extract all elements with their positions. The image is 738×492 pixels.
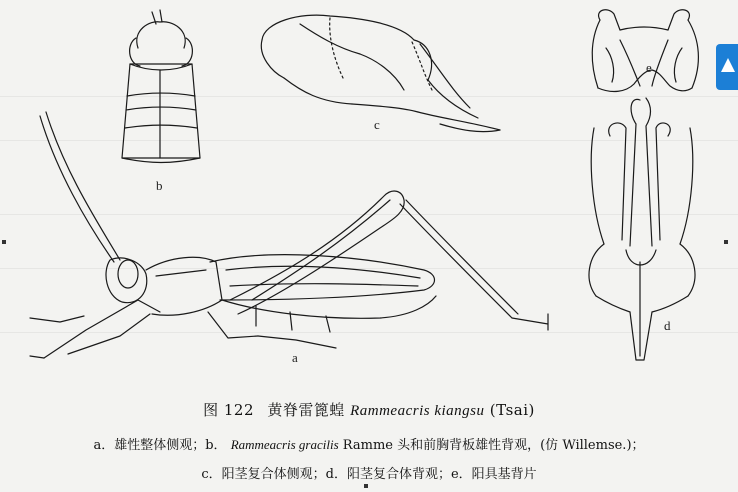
species-author: (Tsai) bbox=[489, 401, 535, 419]
page-mark bbox=[364, 484, 368, 488]
label-b: b bbox=[156, 178, 163, 193]
drawing-c-phallic-lateral bbox=[261, 15, 500, 131]
label-c: c bbox=[374, 117, 380, 132]
bookmark-tab-icon[interactable] bbox=[716, 44, 738, 90]
species-chinese-name: 黄脊雷篦蝗 bbox=[267, 401, 345, 419]
page-mark bbox=[724, 240, 728, 244]
figure-title bbox=[0, 399, 738, 420]
caption-line-2: c．阳茎复合体侧观；d．阳茎复合体背观；e．阳具基背片 bbox=[201, 467, 537, 482]
label-a: a bbox=[292, 350, 298, 365]
drawing-e-epiphallus bbox=[592, 10, 698, 92]
caption-rest: Ramme 头和前胸背板雄性背观，(仿 Willemse.)； bbox=[342, 438, 645, 453]
caption-line-1 bbox=[0, 434, 738, 453]
caption-latin: Rammeacris gracilis bbox=[230, 437, 339, 452]
species-latin-name: Rammeacris kiangsu bbox=[350, 403, 485, 419]
caption-part-a: a．雄性整体侧观；b． bbox=[93, 438, 227, 453]
drawing-a-grasshopper-lateral bbox=[30, 112, 548, 358]
figure-number: 图 122 bbox=[203, 401, 255, 419]
page-mark bbox=[2, 240, 6, 244]
label-e: e bbox=[646, 60, 652, 75]
label-d: d bbox=[664, 318, 671, 333]
drawing-b-head-pronotum bbox=[122, 10, 200, 163]
drawing-d-phallic-dorsal bbox=[589, 98, 695, 360]
